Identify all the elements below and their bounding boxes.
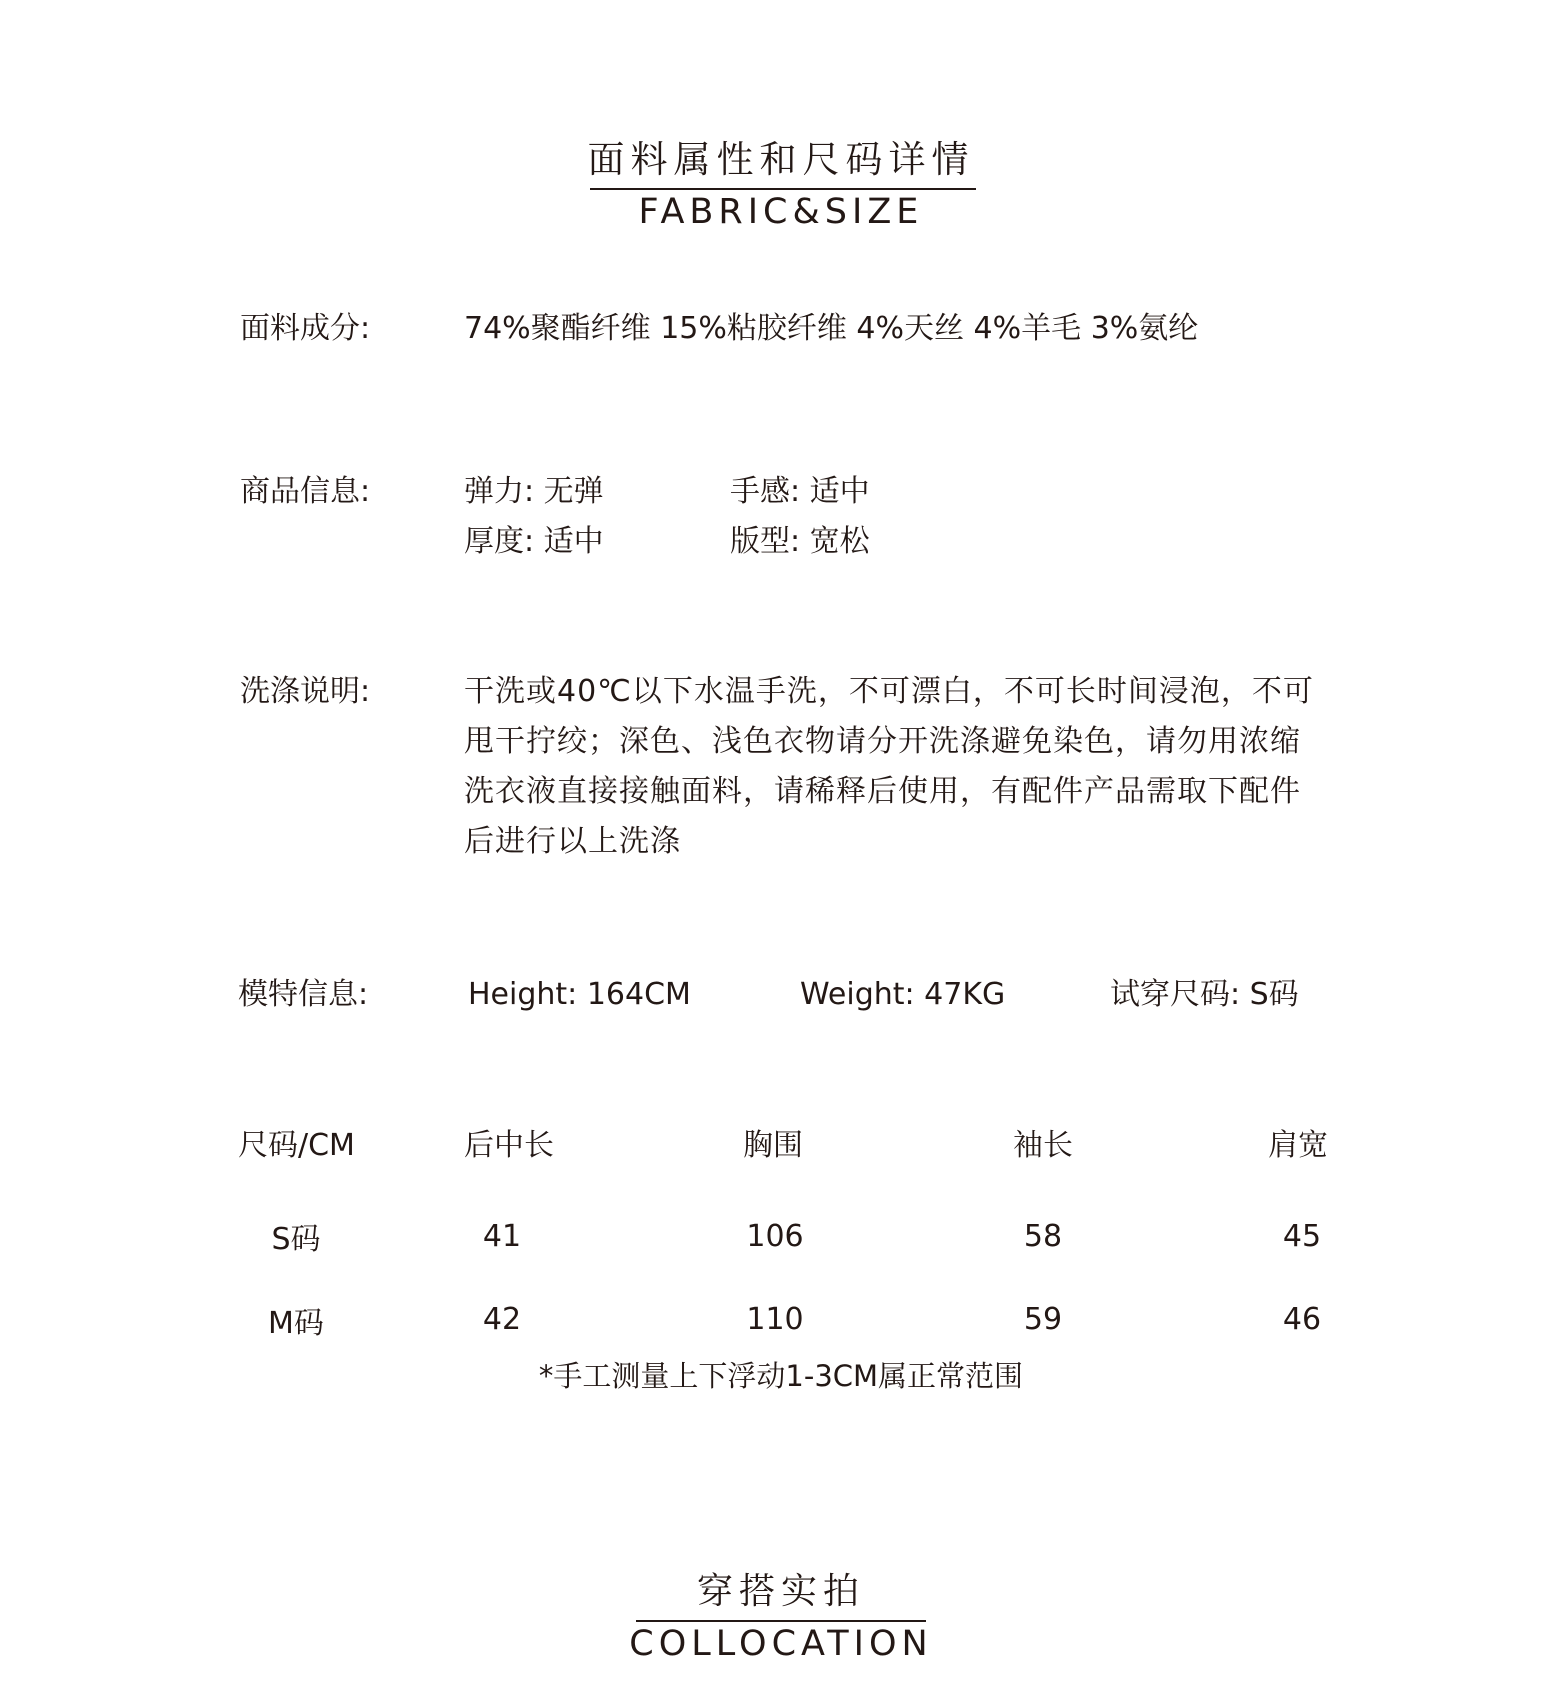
washing-line: 洗衣液直接接触面料，请稀释后使用，有配件产品需取下配件 bbox=[464, 774, 1301, 809]
model-size: 试穿尺码: S码 bbox=[1110, 977, 1299, 1012]
fabric-value: 74%聚酯纤维 15%粘胶纤维 4%天丝 4%羊毛 3%氨纶 bbox=[464, 311, 1199, 346]
section-title-cn: 面料属性和尺码详情 bbox=[587, 138, 975, 181]
model-weight: Weight: 47KG bbox=[800, 977, 1006, 1012]
washing-line: 甩干拧绞；深色、浅色衣物请分开洗涤避免染色，请勿用浓缩 bbox=[464, 724, 1301, 759]
model-info-label: 模特信息: bbox=[238, 977, 369, 1012]
table-header-shoulder: 肩宽 bbox=[1268, 1128, 1328, 1163]
table-cell: 42 bbox=[482, 1302, 522, 1337]
table-cell: 106 bbox=[746, 1219, 804, 1254]
table-cell-size: S码 bbox=[271, 1222, 321, 1257]
info-thickness: 厚度: 适中 bbox=[464, 524, 604, 559]
washing-line: 干洗或40℃以下水温手洗，不可漂白，不可长时间浸泡，不可 bbox=[464, 674, 1314, 709]
title-divider bbox=[590, 188, 976, 190]
measurement-note: *手工测量上下浮动1-3CM属正常范围 bbox=[538, 1359, 1024, 1393]
table-cell: 59 bbox=[1023, 1302, 1063, 1337]
table-cell: 46 bbox=[1282, 1302, 1322, 1337]
table-header-length: 后中长 bbox=[464, 1128, 554, 1163]
table-cell: 45 bbox=[1282, 1219, 1322, 1254]
info-fit: 版型: 宽松 bbox=[730, 524, 870, 559]
section-title-en: FABRIC&SIZE bbox=[638, 192, 924, 232]
table-header-sleeve: 袖长 bbox=[1013, 1128, 1073, 1163]
collocation-title-cn: 穿搭实拍 bbox=[696, 1571, 865, 1612]
table-cell: 110 bbox=[746, 1302, 804, 1337]
title-divider bbox=[636, 1620, 926, 1622]
washing-line: 后进行以上洗涤 bbox=[464, 824, 681, 859]
washing-label: 洗涤说明: bbox=[240, 674, 371, 709]
table-cell: 41 bbox=[482, 1219, 522, 1254]
info-hand-feel: 手感: 适中 bbox=[730, 474, 870, 509]
table-cell: 58 bbox=[1023, 1219, 1063, 1254]
table-cell-size: M码 bbox=[268, 1306, 324, 1341]
collocation-title-en: COLLOCATION bbox=[629, 1624, 933, 1664]
info-elasticity: 弹力: 无弹 bbox=[464, 474, 604, 509]
table-header-chest: 胸围 bbox=[743, 1128, 803, 1163]
model-height: Height: 164CM bbox=[468, 977, 691, 1012]
fabric-label: 面料成分: bbox=[240, 311, 371, 346]
table-header-size: 尺码/CM bbox=[238, 1128, 355, 1163]
product-info-label: 商品信息: bbox=[240, 474, 371, 509]
